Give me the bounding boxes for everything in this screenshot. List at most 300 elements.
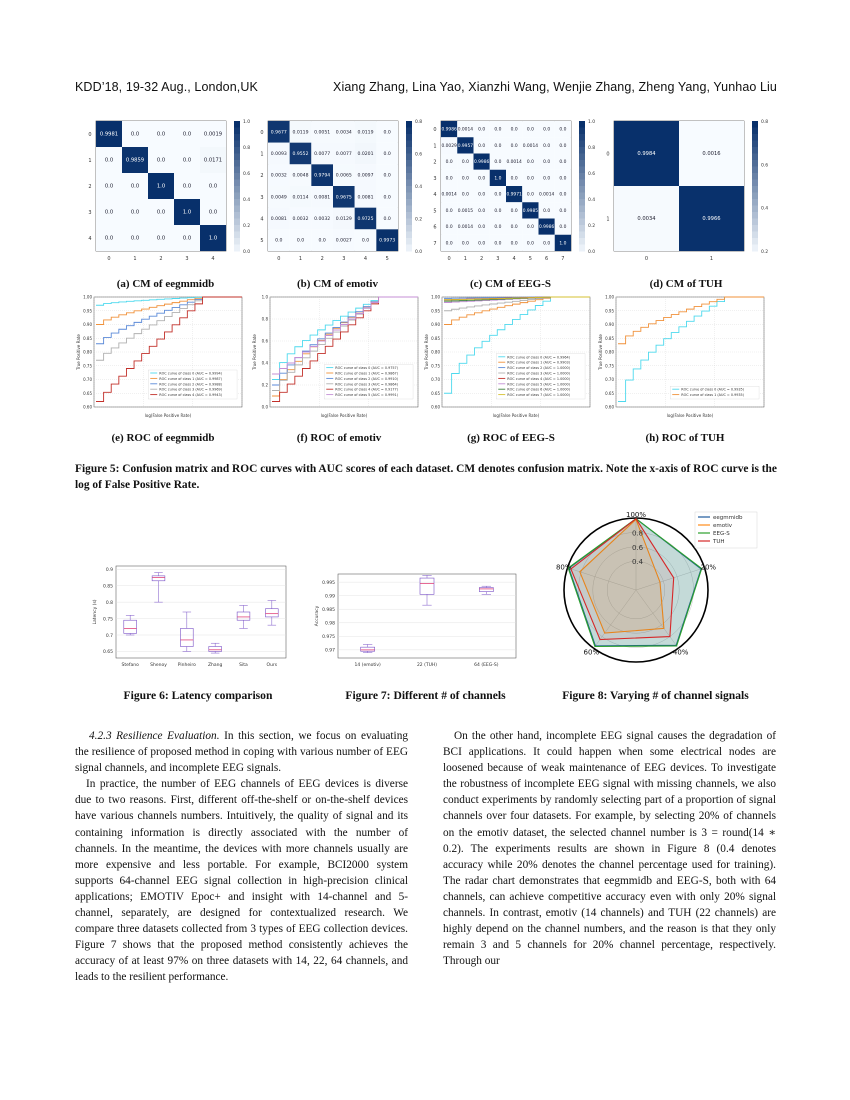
- cm-col-tick: 5: [528, 256, 532, 262]
- roc-y-tick: 0.70: [605, 377, 614, 382]
- cm-cell-value: 0.0032: [292, 217, 309, 223]
- colorbar-tick: 0.8: [761, 120, 769, 125]
- channels-boxplot: [312, 570, 522, 672]
- cm-cell-value: 0.0: [318, 238, 326, 244]
- cm-cell-value: 0.0: [559, 208, 567, 214]
- colorbar-segment: [752, 128, 758, 135]
- colorbar-segment: [406, 206, 412, 213]
- cm-cell-value: 0.0: [494, 241, 502, 247]
- left-column: [75, 728, 408, 986]
- roc-eegmmidb-chart: [74, 292, 252, 429]
- cm-cell-value: 0.9985: [522, 208, 539, 214]
- colorbar-segment: [752, 232, 758, 239]
- cm-cell-value: 0.0: [543, 241, 551, 247]
- cm-col-tick: 4: [512, 256, 516, 262]
- cm-eegmmidb-chart: [78, 115, 253, 273]
- box-x-tick: 64 (EEG-S): [474, 663, 499, 668]
- colorbar-tick: 0.0: [588, 250, 596, 255]
- cm-cell-value: 0.0: [383, 195, 391, 201]
- colorbar-segment: [234, 186, 240, 193]
- colorbar-segment: [406, 238, 412, 245]
- cm-cell-value: 0.0: [559, 143, 567, 149]
- roc-legend-label: ROC curve of class 4 (AUC = 0.9943): [159, 393, 223, 398]
- colorbar-segment: [234, 193, 240, 200]
- cm-cell-value: 0.0: [182, 183, 192, 190]
- cm-cell-value: 0.0: [543, 208, 551, 214]
- roc-y-tick: 0.75: [605, 363, 614, 369]
- cm-cell-value: 0.0: [478, 208, 486, 214]
- colorbar-tick: 0.4: [761, 206, 769, 212]
- subfig-g-label: (g) ROC of EEG-S: [467, 432, 555, 444]
- colorbar-tick: 0.6: [761, 163, 769, 169]
- colorbar-tick: 0.8: [415, 120, 423, 125]
- cm-cell-value: 0.9677: [270, 130, 287, 136]
- cm-cell-value: 0.0: [130, 209, 140, 216]
- radar-legend-label: EEG-S: [713, 531, 730, 537]
- roc-legend-label: ROC curve of class 1 (AUC = 0.9987): [159, 376, 223, 381]
- colorbar-segment: [234, 167, 240, 174]
- colorbar-segment: [752, 225, 758, 232]
- left-p1-text: In this section, we focus on evaluating the resilience of proposed method in coping with various number of EEG signal channels, and incomplete EEG signals.: [75, 730, 408, 775]
- running-header-right: Xiang Zhang, Lina Yao, Xianzhi Wang, Wenjie Zhang, Zheng Yang, Yunhao Liu: [333, 80, 777, 94]
- cm-cell-value: 0.0: [461, 176, 469, 182]
- colorbar-segment: [752, 180, 758, 187]
- colorbar-segment: [406, 173, 412, 180]
- cm-cell-value: 0.0: [526, 127, 534, 133]
- radar-axis-label: 100%: [625, 511, 647, 519]
- box-x-tick: Zhang: [207, 663, 223, 668]
- cm-cell-value: 0.0: [156, 131, 166, 138]
- colorbar-tick: 0.4: [243, 198, 251, 203]
- cm-col-tick: 1: [133, 256, 137, 262]
- cm-col-tick: 2: [320, 256, 324, 262]
- box-y-tick: 0.8: [105, 600, 113, 606]
- cm-eegs-chart: [423, 115, 598, 273]
- colorbar-segment: [579, 147, 585, 154]
- colorbar-segment: [406, 141, 412, 148]
- colorbar-segment: [752, 173, 758, 180]
- right-paragraph-1: On the other hand, incomplete EEG signal causes the degradation of BCI applications. It could happen when some electrical nodes are loosened because of weak maintenance of EEG devices. To investigate the robustness of incomplete EEG signal with missing channels, we also conduct experiments by randomly selecting part of a proportion of signal channels over four datasets. For example, by selecting 20% of channels on the emotiv dataset, the selected channel number is 3 = round(14 ∗ 0.2). The experiments results are shown in Figure 8 (0.4 denotes accuracy while 20% denotes the channel percentage used for training). The radar chart demonstrates that eegmmidb and EEG-S, both with 64 channels, can achieve competitive accuracy even with only 20% signal channels. In contrast, emotiv (14 channels) and TUH (22 channels) are highly depend on the channel numbers, and the reason is that they only remain 3 and 5 channels for 20% channel percentage, respectively. Through our: [443, 730, 776, 968]
- colorbar-segment: [406, 212, 412, 219]
- cm-cell-value: 0.0: [494, 127, 502, 133]
- cm-row-tick: 1: [260, 151, 264, 158]
- cm-cell-value: 0.0: [494, 225, 502, 231]
- colorbar-segment: [579, 180, 585, 187]
- radar-chart: [548, 508, 778, 668]
- cm-cell-value: 0.0: [445, 160, 453, 166]
- colorbar-tick: 1.0: [588, 120, 596, 125]
- cm-cell-value: 0.0: [526, 241, 534, 247]
- roc-legend-label: ROC curve of class 2 (AUC = 0.9988): [159, 382, 223, 387]
- roc-y-tick: 1.00: [605, 294, 614, 300]
- cm-cell-value: 0.9971: [506, 192, 522, 198]
- cm-cell-value: 0.0: [494, 160, 502, 166]
- right-column: [443, 728, 776, 969]
- cm-cell-value: 0.0: [478, 143, 486, 149]
- cm-cell-value: 0.0: [559, 176, 567, 182]
- cm-cell-value: 0.9981: [99, 131, 119, 138]
- colorbar-tick: 0.6: [243, 172, 251, 177]
- cm-cell-value: 0.9984: [637, 151, 656, 158]
- subfig-f-label: (f) ROC of emotiv: [296, 432, 382, 444]
- roc-legend-label: ROC curve of class 0 (AUC = 0.9964): [507, 355, 571, 360]
- colorbar-tick: 1.0: [243, 120, 251, 125]
- cm-cell-value: 0.0: [559, 160, 567, 166]
- cm-row-tick: 5: [260, 238, 264, 245]
- cm-row-tick: 4: [88, 236, 92, 242]
- cm-cell-value: 0.0014: [522, 143, 539, 149]
- colorbar-segment: [406, 219, 412, 226]
- radar-ring-label: 0.8: [632, 529, 644, 538]
- colorbar-segment: [406, 232, 412, 239]
- box-y-label: Accuracy: [315, 605, 320, 627]
- cm-cell-value: 0.0: [478, 241, 486, 247]
- roc-y-tick: 0.85: [83, 335, 92, 341]
- box-x-tick: Shenoy: [150, 663, 167, 668]
- cm-cell-value: 0.0129: [335, 217, 352, 223]
- cm-col-tick: 2: [159, 256, 163, 262]
- roc-y-label: True Positive Rate: [76, 334, 81, 370]
- colorbar-segment: [752, 160, 758, 167]
- colorbar-segment: [579, 232, 585, 239]
- cm-cell-value: 0.0014: [457, 225, 474, 231]
- figure6-caption: Figure 6: Latency comparison: [123, 689, 273, 702]
- cm-cell-value: 0.0015: [457, 208, 474, 214]
- cm-cell-value: 0.0051: [314, 130, 331, 136]
- cm-cell-value: 0.0: [130, 183, 140, 190]
- section-paragraph-2: In practice, the number of EEG channels of EEG devices is diverse due to two reasons. First, different off-the-shelf or on-the-shelf devices have various channels numbers. Intuitively, the quality of signal and its containing information is directly associated with the number of channels. In the meantime, the devices with more channels usually are more expensive and less portable. For example, BCI2000 system supports 64-channel EEG signal collection in high-precision clinical applications; EMOTIV Epoc+ and insight with 14-channel and 5-channel, separately, are designed for contextualized research. We compare three datasets collected from 3 types of EEG collection devices. Figure 7 shows that the proposed method consistently achieves the accuracy of at least 97% on three datasets with 14, 22, 64 channels, and leads to the resilient performance.: [75, 778, 408, 984]
- box-x-tick: Sita: [239, 663, 248, 668]
- cm-cell-value: 0.0014: [441, 192, 457, 198]
- subfig-d-label: (d) CM of TUH: [649, 278, 723, 290]
- colorbar-segment: [752, 212, 758, 219]
- cm-cell-value: 0.0019: [203, 131, 223, 138]
- colorbar-segment: [579, 173, 585, 180]
- colorbar-segment: [579, 141, 585, 148]
- cm-cell-value: 0.0: [156, 235, 166, 242]
- subfig-h-label: (h) ROC of TUH: [645, 432, 725, 444]
- box-x-tick: 22 (TUH): [416, 663, 438, 668]
- roc-legend-label: ROC curve of class 3 (AUC = 0.9969): [159, 387, 223, 392]
- colorbar-segment: [234, 212, 240, 219]
- cm-cell-value: 0.0: [478, 225, 486, 231]
- cm-row-tick: 1: [433, 143, 437, 150]
- colorbar-segment: [579, 212, 585, 219]
- cm-cell-value: 0.9973: [379, 238, 396, 244]
- colorbar-segment: [234, 232, 240, 239]
- roc-y-tick: 0.75: [431, 363, 440, 369]
- roc-x-label: log(False Positive Rate): [492, 413, 540, 418]
- colorbar-tick: 0.8: [588, 146, 596, 151]
- roc-legend-label: ROC curve of class 5 (AUC = 0.9991): [335, 393, 399, 398]
- cm-cell-value: 0.0: [383, 173, 391, 179]
- roc-y-tick: 0.85: [431, 335, 440, 341]
- cm-cell-value: 0.0: [461, 241, 469, 247]
- roc-y-tick: 0.8: [261, 316, 268, 322]
- roc-y-tick: 0.75: [83, 363, 92, 369]
- cm-cell-value: 0.0: [383, 217, 391, 223]
- roc-y-tick: 0.90: [605, 322, 614, 327]
- cm-cell-value: 0.0: [510, 241, 518, 247]
- box-y-tick: 0.75: [102, 617, 113, 623]
- roc-legend-label: ROC curve of class 4 (AUC = 1.0000): [507, 376, 571, 381]
- roc-y-tick: 0.70: [431, 377, 440, 382]
- cm-cell-value: 0.0032: [314, 217, 331, 223]
- cm-cell-value: 0.0119: [357, 130, 374, 136]
- cm-col-tick: 7: [561, 256, 565, 262]
- cm-cell-value: 0.0: [445, 225, 453, 231]
- roc-y-tick: 0.85: [605, 335, 614, 341]
- colorbar-segment: [579, 167, 585, 174]
- cm-cell-value: 0.9957: [457, 143, 474, 149]
- cm-col-tick: 0: [277, 256, 281, 262]
- cm-row-tick: 3: [88, 210, 92, 216]
- colorbar-segment: [752, 219, 758, 226]
- cm-cell-value: 0.0: [275, 238, 283, 244]
- colorbar-segment: [234, 219, 240, 226]
- cm-cell-value: 0.0081: [357, 195, 374, 201]
- roc-y-tick: 0.95: [605, 308, 614, 314]
- colorbar-segment: [579, 128, 585, 135]
- cm-cell-value: 0.0034: [335, 130, 352, 136]
- roc-y-tick: 0.65: [431, 390, 440, 396]
- colorbar-segment: [406, 225, 412, 232]
- radar-axis-label: 20%: [700, 563, 717, 572]
- cm-cell-value: 0.0097: [357, 173, 374, 179]
- cm-row-tick: 6: [433, 224, 437, 231]
- roc-legend-label: ROC curve of class 7 (AUC = 1.0000): [507, 393, 571, 398]
- roc-x-label: log(False Positive Rate): [144, 413, 192, 418]
- box-y-tick: 0.975: [322, 635, 335, 641]
- cm-cell-value: 0.0: [510, 176, 518, 182]
- colorbar-segment: [752, 206, 758, 213]
- colorbar-segment: [579, 238, 585, 245]
- cm-cell-value: 0.0: [208, 183, 218, 190]
- subfig-a-label: (a) CM of eegmmidb: [116, 278, 215, 290]
- roc-y-tick: 0.60: [83, 404, 92, 410]
- cm-cell-value: 0.0: [445, 241, 453, 247]
- roc-y-tick: 0.95: [83, 308, 92, 314]
- roc-y-tick: 0.4: [261, 360, 268, 366]
- cm-cell-value: 0.0: [478, 127, 486, 133]
- box-y-tick: 0.9: [105, 568, 113, 574]
- cm-cell-value: 0.0: [361, 238, 370, 244]
- cm-cell-value: 0.0: [510, 127, 518, 133]
- radar-axis-label: 80%: [555, 563, 572, 572]
- cm-cell-value: 0.0: [445, 176, 453, 182]
- colorbar-segment: [234, 160, 240, 167]
- roc-y-tick: 0.65: [83, 390, 92, 396]
- cm-cell-value: 0.0: [182, 235, 192, 242]
- colorbar-segment: [579, 245, 585, 252]
- cm-cell-value: 0.0093: [270, 152, 287, 158]
- cm-cell-value: 0.0: [156, 157, 166, 164]
- cm-cell-value: 0.0014: [506, 160, 522, 166]
- cm-cell-value: 0.0: [104, 235, 114, 242]
- cm-cell-value: 0.0048: [292, 173, 309, 179]
- cm-cell-value: 0.0114: [292, 195, 309, 201]
- colorbar-tick: 0.2: [761, 250, 769, 255]
- cm-row-tick: 2: [433, 159, 437, 166]
- colorbar-segment: [752, 121, 758, 128]
- colorbar-segment: [579, 206, 585, 213]
- colorbar-tick: 0.4: [415, 185, 423, 190]
- cm-col-tick: 5: [385, 256, 389, 262]
- cm-cell-value: 0.0014: [538, 192, 555, 198]
- colorbar-tick: 0.4: [588, 198, 596, 203]
- figure8-caption: Figure 8: Varying # of channel signals: [562, 689, 749, 702]
- colorbar-segment: [234, 225, 240, 232]
- cm-col-tick: 1: [709, 256, 714, 262]
- colorbar-segment: [234, 206, 240, 213]
- colorbar-segment: [234, 128, 240, 135]
- colorbar-segment: [234, 147, 240, 154]
- colorbar-segment: [752, 134, 758, 141]
- cm-cell-value: 0.0119: [292, 130, 309, 136]
- roc-emotiv-chart: [250, 292, 428, 429]
- box-frame: [338, 574, 516, 658]
- colorbar-segment: [752, 186, 758, 193]
- cm-cell-value: 0.0: [156, 209, 166, 216]
- roc-legend-label: ROC curve of class 1 (AUC = 0.9903): [507, 360, 571, 365]
- cm-row-tick: 7: [433, 240, 437, 247]
- cm-cell-value: 0.0: [526, 192, 534, 198]
- roc-tuh-chart: [596, 292, 774, 429]
- roc-legend-label: ROC curve of class 1 (AUC = 0.9867): [335, 371, 399, 376]
- roc-y-tick: 1.00: [83, 294, 92, 300]
- cm-cell-value: 0.0032: [270, 173, 287, 179]
- colorbar-segment: [752, 245, 758, 252]
- cm-row-tick: 3: [260, 194, 264, 201]
- radar-legend-label: TUH: [713, 539, 725, 545]
- cm-cell-value: 0.0: [478, 176, 486, 182]
- cm-cell-value: 0.0: [383, 152, 391, 158]
- colorbar-segment: [752, 193, 758, 200]
- colorbar-segment: [406, 160, 412, 167]
- cm-cell-value: 0.0: [104, 209, 114, 216]
- roc-y-label: True Positive Rate: [598, 334, 603, 370]
- cm-col-tick: 1: [298, 256, 303, 262]
- cm-cell-value: 0.0: [296, 238, 305, 244]
- colorbar-segment: [579, 199, 585, 206]
- roc-y-tick: 0.2: [261, 382, 268, 388]
- colorbar-tick: 0.6: [415, 152, 423, 158]
- colorbar-segment: [752, 167, 758, 174]
- roc-x-label: log(False Positive Rate): [320, 413, 368, 418]
- cm-cell-value: 0.0: [461, 192, 469, 198]
- cm-col-tick: 4: [363, 256, 368, 262]
- roc-legend-label: ROC curve of class 0 (AUC = 0.9757): [335, 366, 399, 371]
- cm-row-tick: 3: [433, 175, 437, 182]
- cm-col-tick: 3: [342, 256, 346, 262]
- colorbar-segment: [579, 160, 585, 167]
- cm-cell-value: 0.0: [461, 160, 469, 166]
- cm-cell-value: 0.9675: [335, 195, 352, 201]
- colorbar-tick: 0.8: [243, 146, 251, 151]
- cm-col-tick: 3: [185, 256, 189, 262]
- colorbar-tick: 0.2: [415, 217, 423, 223]
- colorbar-segment: [579, 186, 585, 193]
- cm-cell-value: 0.0: [543, 127, 551, 133]
- cm-cell-value: 0.9986: [473, 160, 490, 166]
- box-y-tick: 0.7: [105, 633, 113, 639]
- cm-cell-value: 0.0016: [702, 151, 721, 158]
- cm-row-tick: 5: [433, 208, 437, 215]
- roc-y-tick: 0.80: [605, 349, 614, 355]
- cm-cell-value: 0.0: [494, 192, 502, 198]
- cm-row-tick: 0: [260, 129, 264, 136]
- roc-y-tick: 0.70: [83, 377, 92, 382]
- roc-y-label: True Positive Rate: [424, 334, 429, 370]
- cm-cell-value: 1.0: [559, 241, 567, 247]
- colorbar-segment: [234, 134, 240, 141]
- colorbar-segment: [234, 173, 240, 180]
- cm-col-tick: 1: [463, 256, 467, 262]
- colorbar-tick: 0.6: [588, 172, 596, 177]
- cm-row-tick: 2: [88, 184, 92, 190]
- roc-y-tick: 0.95: [431, 308, 440, 314]
- latency-boxplot: [92, 562, 292, 674]
- roc-y-tick: 0.60: [431, 404, 440, 410]
- colorbar-segment: [406, 154, 412, 161]
- cm-cell-value: 0.0: [494, 143, 502, 149]
- cm-col-tick: 6: [545, 256, 549, 262]
- roc-legend-label: ROC curve of class 6 (AUC = 1.0000): [507, 387, 571, 392]
- radar-legend-label: emotiv: [713, 523, 733, 529]
- cm-cell-value: 0.0171: [203, 157, 223, 164]
- roc-y-tick: 0.90: [431, 322, 440, 327]
- cm-cell-value: 0.9552: [292, 152, 309, 158]
- roc-legend-label: ROC curve of class 1 (AUC = 0.9935): [681, 393, 745, 398]
- radar-axis-label: 60%: [583, 648, 600, 657]
- cm-tuh-chart: [596, 115, 776, 273]
- roc-y-tick: 0.65: [605, 390, 614, 396]
- colorbar-segment: [579, 121, 585, 128]
- cm-cell-value: 0.9859: [125, 157, 145, 164]
- colorbar-segment: [406, 147, 412, 154]
- colorbar-tick: 0.2: [243, 224, 251, 229]
- roc-legend-label: ROC curve of class 3 (AUC = 1.0000): [507, 371, 571, 376]
- cm-cell-value: 0.0: [526, 160, 534, 166]
- roc-legend-label: ROC curve of class 0 (AUC = 0.9935): [681, 387, 745, 392]
- colorbar-segment: [579, 225, 585, 232]
- colorbar-segment: [234, 154, 240, 161]
- colorbar-segment: [406, 245, 412, 252]
- box-x-tick: Stefano: [121, 663, 139, 668]
- roc-x-label: log(False Positive Rate): [666, 413, 714, 418]
- box-y-tick: 0.98: [324, 621, 335, 627]
- cm-cell-value: 0.0: [182, 157, 192, 164]
- colorbar-segment: [579, 134, 585, 141]
- cm-cell-value: 0.0201: [357, 152, 374, 158]
- colorbar-segment: [752, 199, 758, 206]
- cm-cell-value: 0.9794: [314, 173, 331, 179]
- cm-cell-value: 0.0: [130, 235, 140, 242]
- colorbar-segment: [579, 219, 585, 226]
- cm-cell-value: 0.0: [383, 130, 391, 136]
- box-frame: [116, 566, 286, 658]
- roc-legend-label: ROC curve of class 2 (AUC = 1.0000): [507, 366, 571, 371]
- cm-cell-value: 0.0: [559, 192, 567, 198]
- cm-cell-value: 0.0: [494, 208, 502, 214]
- cm-cell-value: 1.0: [156, 183, 166, 190]
- cm-cell-value: 0.0014: [457, 127, 474, 133]
- colorbar-segment: [234, 141, 240, 148]
- cm-row-tick: 1: [88, 158, 92, 164]
- cm-cell-value: 0.0077: [335, 152, 352, 158]
- colorbar-segment: [579, 193, 585, 200]
- cm-cell-value: 0.9966: [702, 216, 721, 223]
